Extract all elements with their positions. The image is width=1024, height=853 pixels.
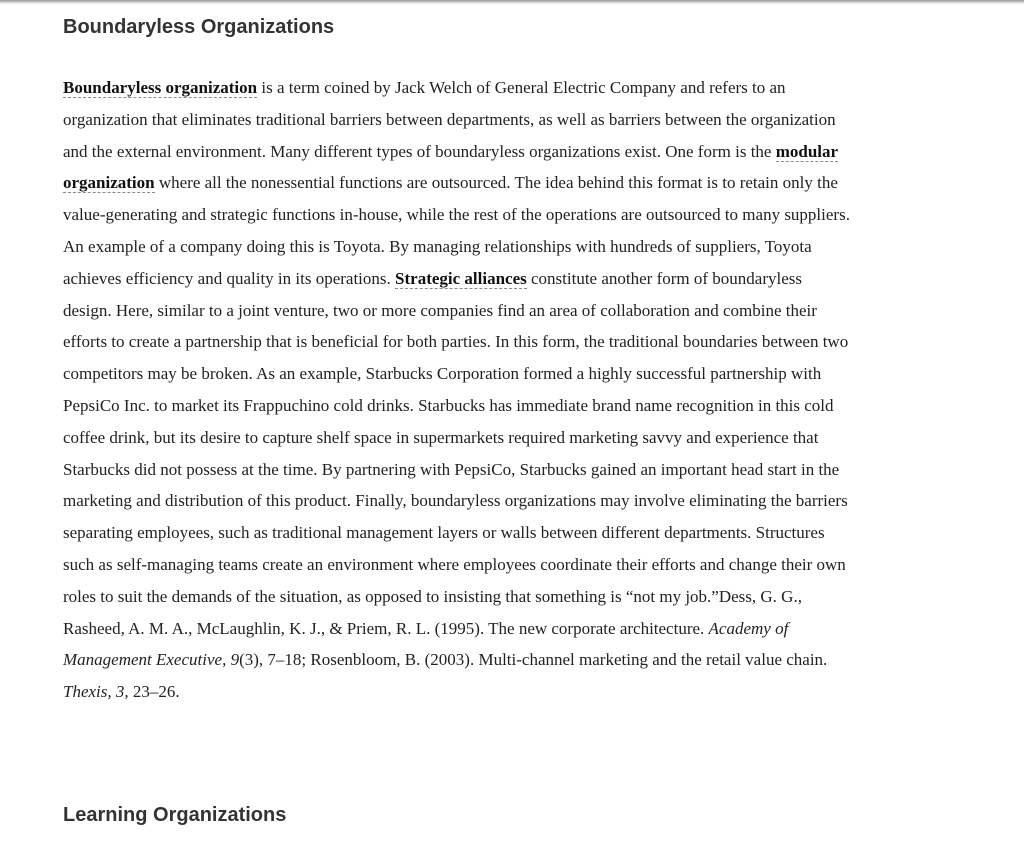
- citation-volume-1: 9: [230, 650, 240, 670]
- citation-journal-2: Thexis, 3: [63, 682, 125, 702]
- body-paragraph: [63, 72, 853, 708]
- glossary-term-strategic-alliances[interactable]: Strategic alliances: [395, 268, 527, 288]
- top-border: [0, 0, 1024, 4]
- paragraph-text-2: where all the nonessential functions are outsourced. The idea behind this format is to retain only the value-generating and strategic functions in-house, while the rest of the operations are outsourced to many suppliers. An example of a company doing this is Toyota. By managing relationships with hundreds of suppliers, Toyota achieves efficiency and quality in its operations.: [63, 173, 850, 288]
- citation-journal-1: Academy of Management Executive: [63, 618, 789, 670]
- section-title: Boundaryless Organizations: [63, 16, 335, 38]
- paragraph-text-5: (3), 7–18; Rosenbloom, B. (2003). Multi-channel marketing and the retail value chain.: [239, 650, 828, 670]
- paragraph-text-3: constitute another form of boundaryless design. Here, similar to a joint venture, two or more companies find an area of collaboration and combine their efforts to create a partnership that is beneficial for both parties. In this form, the traditional boundaries between two competitors may be broken. As an example, Starbucks Corporation formed a highly successful partnership with PepsiCo Inc. to market its Frappuchino cold drinks. Starbucks has immediate brand name recognition in this cold coffee drink, but its desire to capture shelf space in supermarkets required marketing savvy and experience that Starbucks did not possess at the time. By partnering with PepsiCo, Starbucks gained an important head start in the marketing and distribution of this product. Finally, boundaryless organizations may involve eliminating the barriers separating employees, such as traditional management layers or walls between different departments. Structures such as self-managing teams create an environment where employees coordinate their efforts and change their own roles to suit the demands of the situation, as opposed to insisting that something is “not my job.”Dess, G. G., Rasheed, A. M. A., McLaughlin, K. J., & Priem, R. L. (1995). The new corporate architecture.: [63, 268, 849, 638]
- next-section-title: Learning Organizations: [63, 804, 287, 826]
- glossary-term-modular-organization[interactable]: modular organization: [63, 141, 839, 193]
- paragraph-text-1: is a term coined by Jack Welch of General Electric Company and refers to an organization that eliminates traditional barriers between departments, as well as barriers between the organization and the external environment. Many different types of boundaryless organizations exist. One form is the: [63, 78, 836, 161]
- glossary-term-boundaryless-organization[interactable]: Boundaryless organization: [63, 78, 258, 97]
- paragraph-text-6: , 23–26.: [124, 682, 180, 702]
- paragraph-text-4: ,: [222, 650, 231, 670]
